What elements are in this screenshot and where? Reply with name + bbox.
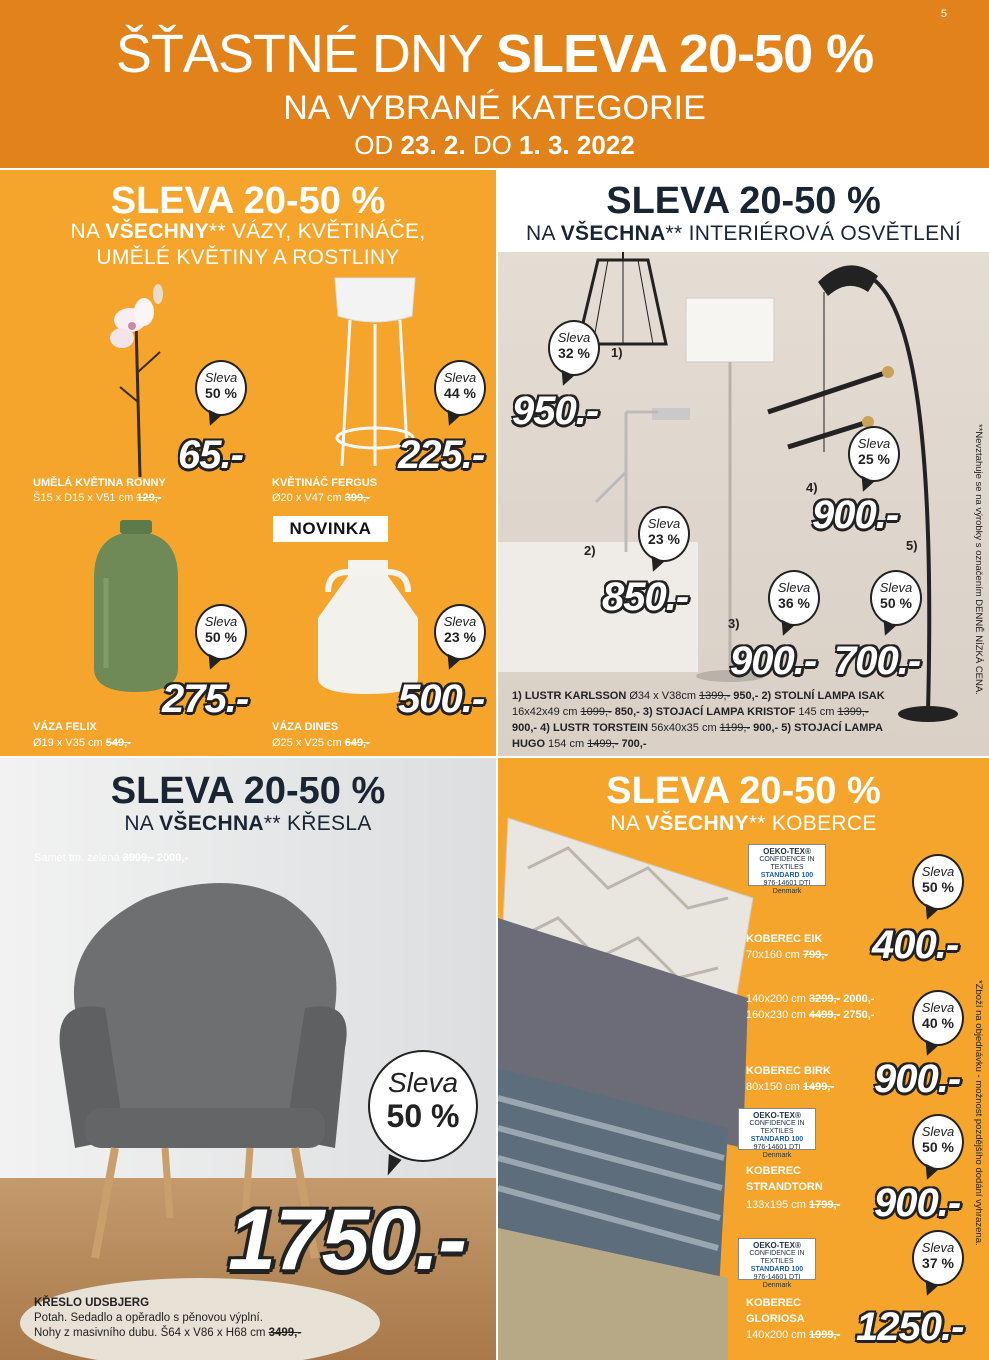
discount-bubble: Sleva 23 % (638, 506, 690, 562)
product-dimensions: 133x195 cm 1799,- (746, 1199, 841, 1211)
footnote-vertical: **Nevztahuje se na výrobky s označením DENNĚ NÍZKÁ CENA. (973, 424, 984, 695)
header-banner (0, 0, 989, 168)
price-label: 900.- (874, 1181, 961, 1225)
discount-bubble: Sleva 36 % (768, 570, 820, 626)
price-label-large: 1750.- (228, 1192, 466, 1288)
armchairs-subtitle: NA VŠECHNA** KŘESLA (124, 812, 372, 835)
product-name: KOBEREC (746, 1165, 802, 1177)
price-label: 850.- (602, 575, 689, 619)
discount-bubble: Sleva 50 % (195, 360, 247, 416)
new-badge: NOVINKA (273, 516, 388, 542)
armchairs-title: SLEVA 20-50 % (110, 770, 386, 812)
vase-felix-image (88, 518, 184, 696)
lamp-number: 4) (806, 480, 818, 495)
discount-bubble: Sleva 25 % (848, 426, 900, 482)
oeko-tex-label: OEKO-TEX® CONFIDENCE IN TEXTILES STANDARD 100 976-14601 DTI Denmark (738, 1108, 816, 1150)
discount-bubble-large: Sleva 50 % (368, 1050, 478, 1162)
product-dimensions: 80x150 cm 1499,- (746, 1081, 835, 1093)
product-name: KVĚTINÁČ FERGUS (272, 477, 378, 489)
rugs-title: SLEVA 20-50 % (606, 770, 881, 812)
lamp-number: 5) (906, 538, 918, 553)
product-dimensions: 140x200 cm 1999,- (746, 1329, 841, 1341)
footnote-vertical: *Zboží na objednávku - možnost pozdějšího dodání vyhrazena. (973, 980, 984, 1246)
price-label: 900.- (874, 1057, 961, 1101)
product-name: KOBEREC BIRK (746, 1065, 831, 1077)
panel-rugs (498, 758, 989, 1360)
price-label: 500.- (398, 677, 485, 721)
product-name-line2: STRANDTORN (746, 1181, 823, 1193)
price-label: 65.- (178, 433, 243, 477)
price-label: 275.- (162, 677, 249, 721)
armchair-description: KŘESLO UDSBJERG Potah. Sedadlo a opěradlo s pěnovou výplní. Nohy z masivního dubu. Š64 x V86 x H68 cm 3499,- (34, 1297, 302, 1339)
lighting-subtitle: NA VŠECHNA** INTERIÉROVÁ OSVĚTLENÍ (526, 222, 961, 245)
lighting-product-list: 1) LUSTR KARLSSON Ø34 x V38cm 1399,- 950,- 2) STOLNÍ LAMPA ISAK 16x42x49 cm 1099,- 850,- 3) STOJACÍ LAMPA KRISTOF 145 cm 1399,- 900,- 4) LUSTR TORSTEIN 56x40x35 cm 1199,- 900,- 5) STOJACÍ LAMPA HUGO 154 cm 1499,- 700,- (512, 690, 885, 750)
panel-vases (0, 170, 496, 756)
product-name: VÁZA DINES (272, 721, 339, 733)
price-label: 900.- (812, 493, 899, 537)
panel-armchairs (0, 758, 496, 1360)
discount-bubble: Sleva 23 % (434, 604, 486, 660)
discount-bubble: Sleva 44 % (434, 360, 486, 416)
product-size-option: 160x230 cm 4499,- 2750,- (746, 1009, 875, 1021)
artificial-flower-image (100, 282, 180, 482)
lamp-number: 2) (584, 543, 596, 558)
header-dates: OD 23. 2. DO 1. 3. 2022 (354, 130, 635, 160)
product-name-line2: GLORIOSA (746, 1313, 805, 1325)
oeko-tex-label: OEKO-TEX® CONFIDENCE IN TEXTILES STANDARD 100 976-14601 DTI Denmark (748, 844, 826, 886)
vases-title: SLEVA 20-50 % (110, 180, 386, 222)
product-dimensions: Ø20 x V47 cm 399,- (272, 492, 370, 504)
discount-bubble: Sleva 50 % (912, 1114, 964, 1170)
product-dimensions: Ø25 x V25 cm 649,- (272, 737, 370, 749)
rugs-stack-image (498, 808, 758, 1360)
product-dimensions: 70x160 cm 799,- (746, 949, 828, 961)
vases-subtitle-2: UMĚLÉ KVĚTINY A ROSTLINY (96, 246, 400, 269)
page-number: 5 (940, 8, 947, 20)
product-name: KOBEREC EIK (746, 933, 823, 945)
product-name: VÁZA FELIX (33, 721, 97, 733)
price-label: 1250.- (856, 1305, 964, 1349)
discount-bubble: Sleva 32 % (548, 320, 600, 376)
price-label: 700.- (834, 639, 921, 683)
oeko-tex-label: OEKO-TEX® CONFIDENCE IN TEXTILES STANDARD 100 976-14601 DTI Denmark (738, 1238, 816, 1280)
product-dimensions: Š15 x D15 x V51 cm 129,- (33, 492, 162, 504)
discount-bubble: Sleva 37 % (912, 1230, 964, 1286)
armchair-variant-note: Samet tm. zelená 3999,- 2000,- (34, 852, 189, 864)
discount-bubble: Sleva 50 % (870, 570, 922, 626)
lamp-number: 1) (611, 345, 623, 360)
product-size-option: 140x200 cm 3299,- 2000,- (746, 993, 875, 1005)
product-dimensions: Ø19 x V35 cm 549,- (33, 737, 131, 749)
lighting-title: SLEVA 20-50 % (606, 180, 881, 222)
price-label: 225.- (398, 433, 485, 477)
vases-subtitle: NA VŠECHNY** VÁZY, KVĚTINÁČE, (70, 220, 426, 243)
rugs-subtitle: NA VŠECHNY** KOBERCE (610, 812, 877, 835)
header-subheadline: NA VYBRANÉ KATEGORIE (283, 89, 706, 127)
header-headline: ŠŤASTNÉ DNY SLEVA 20-50 % (115, 24, 874, 84)
discount-bubble: Sleva 50 % (195, 604, 247, 660)
product-name: UMĚLÁ KVĚTINA RONNY (33, 477, 166, 489)
discount-bubble: Sleva 40 % (912, 990, 964, 1046)
price-label: 950.- (512, 389, 599, 433)
discount-bubble: Sleva 50 % (912, 854, 964, 910)
panel-lighting (498, 170, 989, 756)
price-label: 400.- (872, 923, 959, 967)
lamp-number: 3) (728, 616, 740, 631)
product-name: KOBEREC (746, 1297, 802, 1309)
price-label: 900.- (730, 639, 817, 683)
